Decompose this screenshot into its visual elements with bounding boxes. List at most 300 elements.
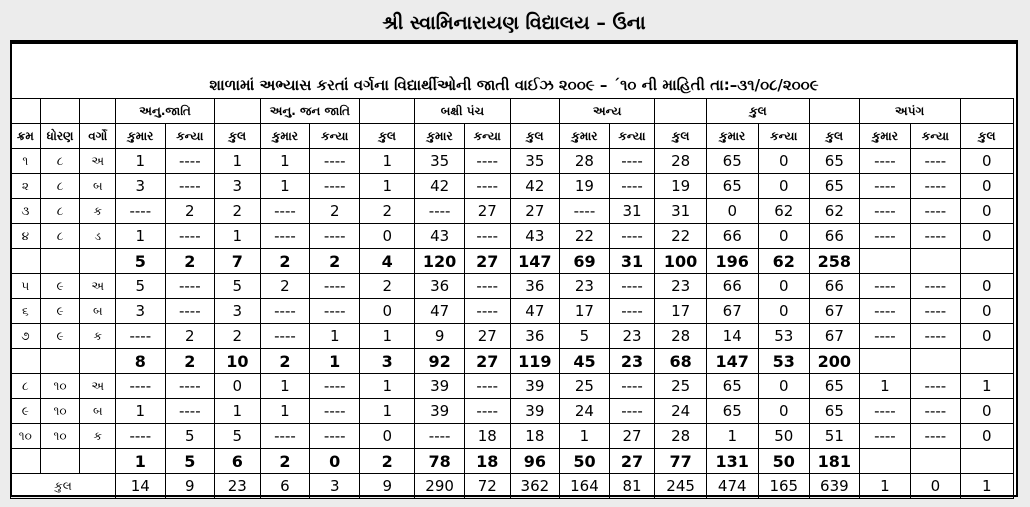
table-cell: 28 [655,324,707,349]
table-cell: 23 [655,274,707,299]
header-total: કુલ [655,124,707,149]
table-cell: 1 [859,474,910,499]
subtotal-row [11,349,1014,374]
table-cell: 65 [706,149,758,174]
table-cell: 50 [758,424,810,449]
table-cell: 5 [215,424,260,449]
header-blank [80,99,116,124]
table-cell: ---- [165,299,215,324]
table-cell: 245 [655,474,707,499]
group-header-blank [655,99,707,124]
table-cell: 8 [116,349,165,374]
table-cell: 3 [310,474,360,499]
table-cell: ---- [165,174,215,199]
table-cell: 78 [415,449,465,474]
table-cell: 24 [655,399,707,424]
table-cell: 1 [360,324,415,349]
table-cell: 2 [310,249,360,274]
group-header: અનુ.જાતિ [116,99,215,124]
table-cell: 19 [560,174,610,199]
table-cell: ---- [911,299,961,324]
table-cell: 24 [560,399,610,424]
header-boys: કુમાર [116,124,165,149]
table-cell: 0 [360,224,415,249]
table-cell: 258 [810,249,860,274]
cell-sr: ૪ [11,224,41,249]
table-cell: ---- [464,299,510,324]
table-cell: 0 [758,399,810,424]
table-cell: 164 [560,474,610,499]
table-cell: 639 [810,474,860,499]
table-cell: ---- [911,174,961,199]
table-cell: 5 [560,324,610,349]
header-blank [11,99,41,124]
header-total: કુલ [360,124,415,149]
table-cell: 5 [116,249,165,274]
table-cell: ---- [116,424,165,449]
table-cell: 65 [810,374,860,399]
table-cell: ---- [165,149,215,174]
table-cell: 65 [706,399,758,424]
table-cell: ---- [310,174,360,199]
group-header: બક્ષી પંચ [415,99,510,124]
header-total: કુલ [215,124,260,149]
table-cell: 14 [706,324,758,349]
table-cell: 66 [810,274,860,299]
page-title: શ્રી સ્વામિનારાયણ વિદ્યાલય – ઉના [10,6,1018,42]
table-row [11,399,1014,424]
table-cell: ---- [609,274,655,299]
table-cell [859,249,910,274]
table-cell: ---- [310,274,360,299]
header-total: કુલ [810,124,860,149]
table-cell: 147 [706,349,758,374]
table-cell: 0 [960,149,1013,174]
cell-div: બ [80,174,116,199]
grand-total-row [11,474,1014,499]
cell-blank [11,449,41,474]
table-cell: 51 [810,424,860,449]
table-cell: 120 [415,249,465,274]
table-cell: 5 [116,274,165,299]
student-caste-table [10,98,1014,499]
header-row-groups [11,99,1014,124]
cell-div: બ [80,299,116,324]
table-cell: 2 [260,274,310,299]
cell-sr: ૩ [11,199,41,224]
table-cell: ---- [609,299,655,324]
table-cell: 119 [510,349,560,374]
table-cell: 0 [960,424,1013,449]
header-boys: કુમાર [706,124,758,149]
table-cell: 65 [706,174,758,199]
table-cell: ---- [911,374,961,399]
table-cell: 0 [960,324,1013,349]
cell-div: અ [80,374,116,399]
table-cell: 0 [960,299,1013,324]
table-cell: 0 [758,374,810,399]
header-std: ધોરણ [40,124,80,149]
table-cell: 1 [260,399,310,424]
table-cell: 68 [655,349,707,374]
table-cell: 67 [810,324,860,349]
table-cell: 28 [560,149,610,174]
table-cell: 27 [609,449,655,474]
table-cell: 1 [960,374,1013,399]
table-cell: 28 [655,424,707,449]
table-cell: 27 [609,424,655,449]
cell-std: ૯ [40,324,80,349]
table-cell: 2 [165,249,215,274]
table-cell: 1 [215,224,260,249]
table-cell: 66 [706,224,758,249]
subtotal-row [11,449,1014,474]
table-cell: ---- [464,174,510,199]
table-cell: 35 [415,149,465,174]
table-cell: 5 [165,449,215,474]
table-cell: 2 [260,249,310,274]
cell-blank [11,249,41,274]
table-cell: 165 [758,474,810,499]
table-cell: 181 [810,449,860,474]
table-cell: 14 [116,474,165,499]
table-cell: 1 [560,424,610,449]
table-cell: 1 [116,399,165,424]
table-row [11,424,1014,449]
table-cell: 2 [215,199,260,224]
table-cell: 25 [655,374,707,399]
table-cell: 2 [260,349,310,374]
table-row [11,199,1014,224]
table-cell: 1 [360,399,415,424]
table-cell: 22 [655,224,707,249]
table-cell: ---- [911,399,961,424]
cell-div: ક [80,424,116,449]
table-cell: 25 [560,374,610,399]
table-cell: 28 [655,149,707,174]
table-cell: 53 [758,349,810,374]
table-cell: 43 [510,224,560,249]
table-cell: ---- [859,174,910,199]
cell-sr: ૧૦ [11,424,41,449]
table-cell: ---- [260,324,310,349]
table-cell: ---- [464,399,510,424]
table-row [11,174,1014,199]
table-cell: 6 [215,449,260,474]
table-cell: ---- [310,149,360,174]
table-cell: 66 [706,274,758,299]
table-cell: ---- [310,424,360,449]
table-cell: ---- [609,224,655,249]
table-cell: 27 [464,349,510,374]
table-cell: 2 [360,449,415,474]
table-cell: 39 [415,399,465,424]
group-header: અપંગ [859,99,960,124]
table-cell: 1 [310,349,360,374]
table-cell: 0 [758,149,810,174]
table-cell: ---- [464,374,510,399]
table-cell [960,349,1013,374]
header-blank [40,99,80,124]
table-cell: ---- [116,199,165,224]
table-cell: ---- [116,374,165,399]
table-cell: 27 [464,199,510,224]
cell-sr: ૬ [11,299,41,324]
table-cell: 81 [609,474,655,499]
table-cell: 0 [360,424,415,449]
table-cell: ---- [464,224,510,249]
table-cell: 96 [510,449,560,474]
cell-blank [80,449,116,474]
table-cell: 1 [116,224,165,249]
cell-blank [80,349,116,374]
table-cell: 35 [510,149,560,174]
table-cell: 0 [960,174,1013,199]
table-cell: 1 [215,399,260,424]
table-cell: 62 [810,199,860,224]
table-cell: ---- [859,299,910,324]
table-cell: 147 [510,249,560,274]
cell-std: ૧૦ [40,374,80,399]
header-boys: કુમાર [560,124,610,149]
table-cell: 1 [859,374,910,399]
header-girls: કન્યા [464,124,510,149]
table-cell: 50 [758,449,810,474]
header-girls: કન્યા [165,124,215,149]
table-cell: 0 [758,299,810,324]
header-boys: કુમાર [260,124,310,149]
table-cell: 72 [464,474,510,499]
table-cell: 42 [510,174,560,199]
table-cell: 53 [758,324,810,349]
table-cell: 65 [706,374,758,399]
table-cell: 67 [706,299,758,324]
table-cell: 2 [260,449,310,474]
table-cell: 3 [116,299,165,324]
table-cell: 65 [810,399,860,424]
table-cell: ---- [165,399,215,424]
table-cell: ---- [859,199,910,224]
table-cell: 0 [758,174,810,199]
table-cell: 3 [116,174,165,199]
table-cell [960,249,1013,274]
cell-blank [40,349,80,374]
table-cell: 2 [215,324,260,349]
table-cell: 4 [360,249,415,274]
table-cell: 0 [758,274,810,299]
table-cell [911,249,961,274]
table-row [11,374,1014,399]
table-row [11,224,1014,249]
cell-div: ડ [80,224,116,249]
cell-sr: ૯ [11,399,41,424]
subtotal-row [11,249,1014,274]
table-cell: 2 [165,199,215,224]
header-girls: કન્યા [911,124,961,149]
table-cell: 1 [360,174,415,199]
grand-total-label: કુલ [11,474,116,499]
table-cell [911,449,961,474]
table-cell: ---- [859,424,910,449]
cell-std: ૯ [40,299,80,324]
table-cell: ---- [609,399,655,424]
cell-sr: ૧ [11,149,41,174]
table-cell: 18 [510,424,560,449]
table-cell: 18 [464,449,510,474]
table-cell: 27 [464,324,510,349]
table-cell: 22 [560,224,610,249]
table-row [11,149,1014,174]
cell-blank [11,349,41,374]
table-cell: 45 [560,349,610,374]
cell-div: ક [80,324,116,349]
table-cell: 92 [415,349,465,374]
table-cell: ---- [464,274,510,299]
table-cell: 62 [758,199,810,224]
cell-std: ૯ [40,274,80,299]
table-cell: 7 [215,249,260,274]
table-cell: 5 [165,424,215,449]
table-cell: 2 [165,349,215,374]
cell-sr: ૫ [11,274,41,299]
table-cell: 0 [960,274,1013,299]
table-cell: ---- [116,324,165,349]
cell-std: ૮ [40,149,80,174]
table-cell: 10 [215,349,260,374]
table-cell: 31 [655,199,707,224]
table-cell: 196 [706,249,758,274]
cell-blank [80,249,116,274]
table-cell: 67 [810,299,860,324]
table-cell: ---- [260,224,310,249]
header-girls: કન્યા [758,124,810,149]
table-cell: 65 [810,174,860,199]
table-cell: 31 [609,199,655,224]
table-cell: 42 [415,174,465,199]
group-header-blank [810,99,860,124]
table-cell: 1 [116,149,165,174]
cell-sr: ૨ [11,174,41,199]
cell-std: ૮ [40,199,80,224]
table-cell [911,349,961,374]
table-cell: 39 [415,374,465,399]
table-cell: 1 [260,149,310,174]
table-cell: ---- [464,149,510,174]
table-cell: ---- [609,149,655,174]
cell-sr: ૮ [11,374,41,399]
table-cell: ---- [609,174,655,199]
table-cell: 3 [215,174,260,199]
table-cell: 2 [310,199,360,224]
table-cell: 5 [215,274,260,299]
header-girls: કન્યા [310,124,360,149]
cell-div: બ [80,399,116,424]
table-cell: 47 [415,299,465,324]
table-row [11,274,1014,299]
header-boys: કુમાર [859,124,910,149]
table-cell: 290 [415,474,465,499]
table-row [11,299,1014,324]
table-cell: 0 [360,299,415,324]
table-cell: 77 [655,449,707,474]
table-cell: ---- [859,399,910,424]
table-cell: ---- [911,274,961,299]
table-cell: 18 [464,424,510,449]
header-boys: કુમાર [415,124,465,149]
table-cell: 65 [810,149,860,174]
cell-div: ક [80,199,116,224]
table-cell: 23 [215,474,260,499]
table-cell: 0 [911,474,961,499]
cell-div: અ [80,274,116,299]
header-sr: ક્રમ [11,124,41,149]
table-cell: 0 [215,374,260,399]
table-cell: 0 [960,199,1013,224]
table-cell: 131 [706,449,758,474]
group-header-blank [510,99,560,124]
table-cell: 69 [560,249,610,274]
table-cell: 1 [215,149,260,174]
table-cell: ---- [859,149,910,174]
table-cell: ---- [310,299,360,324]
group-header: અન્ય [560,99,655,124]
table-cell: 23 [609,324,655,349]
table-cell [859,449,910,474]
table-cell: 200 [810,349,860,374]
group-header-blank [960,99,1013,124]
table-cell: 36 [415,274,465,299]
table-cell: 0 [310,449,360,474]
table-cell: 9 [165,474,215,499]
table-cell: ---- [609,374,655,399]
table-cell: 0 [960,399,1013,424]
table-cell: 31 [609,249,655,274]
table-cell: ---- [415,199,465,224]
table-cell: ---- [310,374,360,399]
table-cell: ---- [165,274,215,299]
table-cell: ---- [310,224,360,249]
table-cell [859,349,910,374]
cell-std: ૧૦ [40,399,80,424]
cell-div: અ [80,149,116,174]
table-cell: ---- [310,399,360,424]
table-cell: 2 [165,324,215,349]
table-cell: ---- [260,199,310,224]
report-frame [10,42,1018,497]
table-row [11,324,1014,349]
table-cell: ---- [911,199,961,224]
table-cell: 62 [758,249,810,274]
table-cell: 1 [260,174,310,199]
table-cell: 362 [510,474,560,499]
table-cell: 39 [510,399,560,424]
table-cell: 2 [360,274,415,299]
table-cell [960,449,1013,474]
table-cell: 1 [116,449,165,474]
table-cell: ---- [859,224,910,249]
header-total: કુલ [510,124,560,149]
table-cell: 27 [464,249,510,274]
table-cell: 27 [510,199,560,224]
table-cell: 9 [415,324,465,349]
header-div: વર્ગો [80,124,116,149]
table-cell: 1 [310,324,360,349]
table-cell: 9 [360,474,415,499]
group-header: કુલ [706,99,809,124]
group-header-blank [360,99,415,124]
table-cell: 43 [415,224,465,249]
table-cell: 23 [560,274,610,299]
